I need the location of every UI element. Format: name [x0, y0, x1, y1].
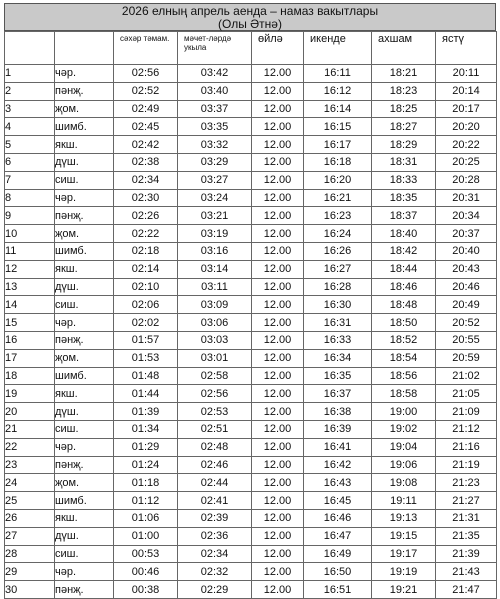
- table-row: [5, 509, 497, 527]
- mechet-time-cell: 03:24: [178, 189, 252, 207]
- day-number-cell: 17: [5, 349, 55, 367]
- table-row: [5, 456, 497, 474]
- sahar-time-cell: 01:06: [114, 509, 178, 527]
- ahsham-time-cell: 18:35: [372, 189, 436, 207]
- sahar-time-cell: 01:18: [114, 474, 178, 492]
- ahsham-time-cell: 18:50: [372, 314, 436, 332]
- ikende-time-cell: 16:12: [304, 82, 372, 100]
- ikende-time-cell: 16:46: [304, 509, 372, 527]
- day-number-cell: 12: [5, 260, 55, 278]
- table-row: [5, 545, 497, 563]
- table-row: [5, 438, 497, 456]
- schedule-title: [4, 3, 496, 31]
- weekday-cell: дүш.: [55, 278, 114, 296]
- oyle-time-cell: 12.00: [252, 225, 304, 243]
- sahar-time-cell: 01:12: [114, 492, 178, 510]
- ahsham-time-cell: 18:31: [372, 153, 436, 171]
- sahar-time-cell: 01:44: [114, 385, 178, 403]
- yastu-time-cell: 21:09: [436, 403, 497, 421]
- weekday-cell: якш.: [55, 509, 114, 527]
- mechet-time-cell: 02:34: [178, 545, 252, 563]
- ikende-time-cell: 16:11: [304, 65, 372, 83]
- day-number-cell: 29: [5, 563, 55, 581]
- yastu-time-cell: 21:47: [436, 581, 497, 599]
- yastu-time-cell: 20:17: [436, 100, 497, 118]
- weekday-cell: якш.: [55, 385, 114, 403]
- sahar-time-cell: 02:10: [114, 278, 178, 296]
- mechet-time-cell: 02:32: [178, 563, 252, 581]
- yastu-time-cell: 21:19: [436, 456, 497, 474]
- day-number-cell: 20: [5, 403, 55, 421]
- ahsham-time-cell: 18:29: [372, 136, 436, 154]
- sahar-time-cell: 02:49: [114, 100, 178, 118]
- ikende-time-cell: 16:17: [304, 136, 372, 154]
- sahar-time-cell: 02:14: [114, 260, 178, 278]
- mechet-time-cell: 03:42: [178, 65, 252, 83]
- day-number-cell: 19: [5, 385, 55, 403]
- ahsham-time-cell: 19:11: [372, 492, 436, 510]
- oyle-time-cell: 12.00: [252, 438, 304, 456]
- sahar-time-cell: 01:34: [114, 420, 178, 438]
- yastu-time-cell: 21:02: [436, 367, 497, 385]
- ikende-time-cell: 16:21: [304, 189, 372, 207]
- yastu-time-cell: 20:37: [436, 225, 497, 243]
- header-day: [55, 32, 114, 65]
- mechet-time-cell: 03:32: [178, 136, 252, 154]
- ikende-time-cell: 16:33: [304, 331, 372, 349]
- day-number-cell: 4: [5, 118, 55, 136]
- table-row: [5, 581, 497, 599]
- mechet-time-cell: 02:48: [178, 438, 252, 456]
- ahsham-time-cell: 18:56: [372, 367, 436, 385]
- weekday-cell: сиш.: [55, 296, 114, 314]
- mechet-time-cell: 03:03: [178, 331, 252, 349]
- oyle-time-cell: 12.00: [252, 118, 304, 136]
- ikende-time-cell: 16:41: [304, 438, 372, 456]
- ikende-time-cell: 16:45: [304, 492, 372, 510]
- oyle-time-cell: 12.00: [252, 153, 304, 171]
- day-number-cell: 9: [5, 207, 55, 225]
- weekday-cell: шимб.: [55, 118, 114, 136]
- day-number-cell: 3: [5, 100, 55, 118]
- ahsham-time-cell: 19:21: [372, 581, 436, 599]
- weekday-cell: чәр.: [55, 438, 114, 456]
- mechet-time-cell: 02:44: [178, 474, 252, 492]
- oyle-time-cell: 12.00: [252, 385, 304, 403]
- sahar-time-cell: 02:45: [114, 118, 178, 136]
- yastu-time-cell: 20:25: [436, 153, 497, 171]
- mechet-time-cell: 02:46: [178, 456, 252, 474]
- ahsham-time-cell: 18:27: [372, 118, 436, 136]
- ahsham-time-cell: 19:13: [372, 509, 436, 527]
- header-mechet: мәчет-ләрдә укыла: [178, 32, 252, 65]
- weekday-cell: чәр.: [55, 65, 114, 83]
- table-row: [5, 100, 497, 118]
- weekday-cell: сиш.: [55, 545, 114, 563]
- table-row: [5, 225, 497, 243]
- weekday-cell: җом.: [55, 349, 114, 367]
- yastu-time-cell: 20:55: [436, 331, 497, 349]
- table-row: [5, 171, 497, 189]
- mechet-time-cell: 03:19: [178, 225, 252, 243]
- sahar-time-cell: 01:53: [114, 349, 178, 367]
- sahar-time-cell: 01:57: [114, 331, 178, 349]
- ahsham-time-cell: 18:40: [372, 225, 436, 243]
- mechet-time-cell: 03:06: [178, 314, 252, 332]
- ikende-time-cell: 16:42: [304, 456, 372, 474]
- oyle-time-cell: 12.00: [252, 100, 304, 118]
- yastu-time-cell: 20:59: [436, 349, 497, 367]
- oyle-time-cell: 12.00: [252, 420, 304, 438]
- oyle-time-cell: 12.00: [252, 492, 304, 510]
- yastu-time-cell: 20:20: [436, 118, 497, 136]
- sahar-time-cell: 02:22: [114, 225, 178, 243]
- table-row: [5, 189, 497, 207]
- sahar-time-cell: 02:56: [114, 65, 178, 83]
- yastu-time-cell: 21:43: [436, 563, 497, 581]
- oyle-time-cell: 12.00: [252, 136, 304, 154]
- oyle-time-cell: 12.00: [252, 65, 304, 83]
- yastu-time-cell: 20:49: [436, 296, 497, 314]
- oyle-time-cell: 12.00: [252, 278, 304, 296]
- yastu-time-cell: 21:31: [436, 509, 497, 527]
- ikende-time-cell: 16:28: [304, 278, 372, 296]
- weekday-cell: пәнҗ.: [55, 331, 114, 349]
- day-number-cell: 5: [5, 136, 55, 154]
- yastu-time-cell: 20:14: [436, 82, 497, 100]
- ikende-time-cell: 16:38: [304, 403, 372, 421]
- ahsham-time-cell: 18:37: [372, 207, 436, 225]
- mechet-time-cell: 03:21: [178, 207, 252, 225]
- oyle-time-cell: 12.00: [252, 189, 304, 207]
- sahar-time-cell: 00:53: [114, 545, 178, 563]
- yastu-time-cell: 20:40: [436, 242, 497, 260]
- table-row: [5, 367, 497, 385]
- ikende-time-cell: 16:30: [304, 296, 372, 314]
- yastu-time-cell: 21:05: [436, 385, 497, 403]
- mechet-time-cell: 02:39: [178, 509, 252, 527]
- mechet-time-cell: 03:14: [178, 260, 252, 278]
- oyle-time-cell: 12.00: [252, 527, 304, 545]
- yastu-time-cell: 20:31: [436, 189, 497, 207]
- table-header-row: [5, 32, 497, 65]
- day-number-cell: 13: [5, 278, 55, 296]
- yastu-time-cell: 20:46: [436, 278, 497, 296]
- table-row: [5, 136, 497, 154]
- sahar-time-cell: 00:46: [114, 563, 178, 581]
- mechet-time-cell: 03:16: [178, 242, 252, 260]
- day-number-cell: 16: [5, 331, 55, 349]
- ikende-time-cell: 16:18: [304, 153, 372, 171]
- day-number-cell: 28: [5, 545, 55, 563]
- sahar-time-cell: 02:30: [114, 189, 178, 207]
- sahar-time-cell: 02:06: [114, 296, 178, 314]
- ahsham-time-cell: 19:04: [372, 438, 436, 456]
- ahsham-time-cell: 18:44: [372, 260, 436, 278]
- ahsham-time-cell: 18:52: [372, 331, 436, 349]
- title-line-2: (Олы Әтнә): [218, 17, 282, 31]
- oyle-time-cell: 12.00: [252, 171, 304, 189]
- sahar-time-cell: 01:39: [114, 403, 178, 421]
- weekday-cell: җом.: [55, 225, 114, 243]
- mechet-time-cell: 02:58: [178, 367, 252, 385]
- yastu-time-cell: 20:43: [436, 260, 497, 278]
- weekday-cell: дүш.: [55, 153, 114, 171]
- ikende-time-cell: 16:26: [304, 242, 372, 260]
- day-number-cell: 15: [5, 314, 55, 332]
- oyle-time-cell: 12.00: [252, 509, 304, 527]
- table-row: [5, 349, 497, 367]
- table-row: [5, 492, 497, 510]
- day-number-cell: 27: [5, 527, 55, 545]
- oyle-time-cell: 12.00: [252, 349, 304, 367]
- weekday-cell: пәнҗ.: [55, 207, 114, 225]
- mechet-time-cell: 02:51: [178, 420, 252, 438]
- table-row: [5, 331, 497, 349]
- oyle-time-cell: 12.00: [252, 314, 304, 332]
- weekday-cell: чәр.: [55, 563, 114, 581]
- ikende-time-cell: 16:51: [304, 581, 372, 599]
- ahsham-time-cell: 19:15: [372, 527, 436, 545]
- ikende-time-cell: 16:37: [304, 385, 372, 403]
- ahsham-time-cell: 18:42: [372, 242, 436, 260]
- mechet-time-cell: 02:29: [178, 581, 252, 599]
- yastu-time-cell: 21:27: [436, 492, 497, 510]
- yastu-time-cell: 21:39: [436, 545, 497, 563]
- table-row: [5, 65, 497, 83]
- table-row: [5, 153, 497, 171]
- ikende-time-cell: 16:27: [304, 260, 372, 278]
- day-number-cell: 11: [5, 242, 55, 260]
- ahsham-time-cell: 18:54: [372, 349, 436, 367]
- oyle-time-cell: 12.00: [252, 403, 304, 421]
- oyle-time-cell: 12.00: [252, 545, 304, 563]
- yastu-time-cell: 20:28: [436, 171, 497, 189]
- oyle-time-cell: 12.00: [252, 260, 304, 278]
- day-number-cell: 6: [5, 153, 55, 171]
- oyle-time-cell: 12.00: [252, 456, 304, 474]
- mechet-time-cell: 03:40: [178, 82, 252, 100]
- ahsham-time-cell: 18:48: [372, 296, 436, 314]
- day-number-cell: 1: [5, 65, 55, 83]
- ahsham-time-cell: 18:23: [372, 82, 436, 100]
- ikende-time-cell: 16:20: [304, 171, 372, 189]
- title-line-1: 2026 елның апрель аенда – намаз вакытлары: [121, 4, 379, 18]
- weekday-cell: пәнҗ.: [55, 456, 114, 474]
- header-num: [5, 32, 55, 65]
- oyle-time-cell: 12.00: [252, 296, 304, 314]
- ikende-time-cell: 16:24: [304, 225, 372, 243]
- weekday-cell: дүш.: [55, 527, 114, 545]
- sahar-time-cell: 01:29: [114, 438, 178, 456]
- table-row: [5, 278, 497, 296]
- yastu-time-cell: 21:16: [436, 438, 497, 456]
- day-number-cell: 26: [5, 509, 55, 527]
- oyle-time-cell: 12.00: [252, 331, 304, 349]
- sahar-time-cell: 01:00: [114, 527, 178, 545]
- yastu-time-cell: 20:52: [436, 314, 497, 332]
- ikende-time-cell: 16:43: [304, 474, 372, 492]
- mechet-time-cell: 02:36: [178, 527, 252, 545]
- ahsham-time-cell: 19:08: [372, 474, 436, 492]
- ikende-time-cell: 16:14: [304, 100, 372, 118]
- table-row: [5, 118, 497, 136]
- day-number-cell: 14: [5, 296, 55, 314]
- mechet-time-cell: 03:37: [178, 100, 252, 118]
- weekday-cell: җом.: [55, 474, 114, 492]
- yastu-time-cell: 20:22: [436, 136, 497, 154]
- day-number-cell: 24: [5, 474, 55, 492]
- table-body: [5, 65, 497, 599]
- mechet-time-cell: 02:56: [178, 385, 252, 403]
- sahar-time-cell: 00:38: [114, 581, 178, 599]
- weekday-cell: пәнҗ.: [55, 82, 114, 100]
- weekday-cell: сиш.: [55, 171, 114, 189]
- ahsham-time-cell: 18:58: [372, 385, 436, 403]
- ikende-time-cell: 16:47: [304, 527, 372, 545]
- table-row: [5, 474, 497, 492]
- ikende-time-cell: 16:34: [304, 349, 372, 367]
- weekday-cell: сиш.: [55, 420, 114, 438]
- prayer-times-table: [4, 31, 497, 599]
- day-number-cell: 25: [5, 492, 55, 510]
- ikende-time-cell: 16:50: [304, 563, 372, 581]
- oyle-time-cell: 12.00: [252, 242, 304, 260]
- sahar-time-cell: 02:02: [114, 314, 178, 332]
- ikende-time-cell: 16:31: [304, 314, 372, 332]
- weekday-cell: шимб.: [55, 242, 114, 260]
- oyle-time-cell: 12.00: [252, 367, 304, 385]
- ahsham-time-cell: 19:00: [372, 403, 436, 421]
- table-row: [5, 527, 497, 545]
- ikende-time-cell: 16:39: [304, 420, 372, 438]
- table-row: [5, 314, 497, 332]
- ahsham-time-cell: 18:25: [372, 100, 436, 118]
- table-row: [5, 403, 497, 421]
- weekday-cell: чәр.: [55, 314, 114, 332]
- ahsham-time-cell: 18:21: [372, 65, 436, 83]
- weekday-cell: дүш.: [55, 403, 114, 421]
- sahar-time-cell: 02:18: [114, 242, 178, 260]
- yastu-time-cell: 20:34: [436, 207, 497, 225]
- day-number-cell: 8: [5, 189, 55, 207]
- table-row: [5, 260, 497, 278]
- mechet-time-cell: 03:27: [178, 171, 252, 189]
- sahar-time-cell: 01:48: [114, 367, 178, 385]
- day-number-cell: 2: [5, 82, 55, 100]
- mechet-time-cell: 02:41: [178, 492, 252, 510]
- day-number-cell: 10: [5, 225, 55, 243]
- oyle-time-cell: 12.00: [252, 474, 304, 492]
- day-number-cell: 30: [5, 581, 55, 599]
- mechet-time-cell: 03:29: [178, 153, 252, 171]
- day-number-cell: 18: [5, 367, 55, 385]
- table-row: [5, 420, 497, 438]
- sahar-time-cell: 01:24: [114, 456, 178, 474]
- ikende-time-cell: 16:15: [304, 118, 372, 136]
- day-number-cell: 21: [5, 420, 55, 438]
- table-row: [5, 563, 497, 581]
- mechet-time-cell: 03:35: [178, 118, 252, 136]
- ikende-time-cell: 16:23: [304, 207, 372, 225]
- header-yastu: ястү: [436, 32, 497, 65]
- mechet-time-cell: 03:01: [178, 349, 252, 367]
- table-row: [5, 207, 497, 225]
- sahar-time-cell: 02:52: [114, 82, 178, 100]
- day-number-cell: 22: [5, 438, 55, 456]
- ikende-time-cell: 16:35: [304, 367, 372, 385]
- yastu-time-cell: 21:35: [436, 527, 497, 545]
- header-ikende: икенде: [304, 32, 372, 65]
- oyle-time-cell: 12.00: [252, 82, 304, 100]
- yastu-time-cell: 21:12: [436, 420, 497, 438]
- sahar-time-cell: 02:38: [114, 153, 178, 171]
- mechet-time-cell: 02:53: [178, 403, 252, 421]
- day-number-cell: 23: [5, 456, 55, 474]
- weekday-cell: җом.: [55, 100, 114, 118]
- ikende-time-cell: 16:49: [304, 545, 372, 563]
- weekday-cell: чәр.: [55, 189, 114, 207]
- header-sahar: сәхәр тәмам.: [114, 32, 178, 65]
- ahsham-time-cell: 19:19: [372, 563, 436, 581]
- weekday-cell: пәнҗ.: [55, 581, 114, 599]
- oyle-time-cell: 12.00: [252, 581, 304, 599]
- table-row: [5, 296, 497, 314]
- header-ahsham: ахшам: [372, 32, 436, 65]
- weekday-cell: якш.: [55, 136, 114, 154]
- oyle-time-cell: 12.00: [252, 207, 304, 225]
- header-oyle: өйлә: [252, 32, 304, 65]
- table-row: [5, 242, 497, 260]
- mechet-time-cell: 03:09: [178, 296, 252, 314]
- table-row: [5, 82, 497, 100]
- ahsham-time-cell: 18:33: [372, 171, 436, 189]
- weekday-cell: шимб.: [55, 492, 114, 510]
- yastu-time-cell: 21:23: [436, 474, 497, 492]
- ahsham-time-cell: 19:06: [372, 456, 436, 474]
- ahsham-time-cell: 19:17: [372, 545, 436, 563]
- weekday-cell: шимб.: [55, 367, 114, 385]
- table-row: [5, 385, 497, 403]
- sahar-time-cell: 02:34: [114, 171, 178, 189]
- ahsham-time-cell: 19:02: [372, 420, 436, 438]
- ahsham-time-cell: 18:46: [372, 278, 436, 296]
- sahar-time-cell: 02:42: [114, 136, 178, 154]
- mechet-time-cell: 03:11: [178, 278, 252, 296]
- sahar-time-cell: 02:26: [114, 207, 178, 225]
- oyle-time-cell: 12.00: [252, 563, 304, 581]
- yastu-time-cell: 20:11: [436, 65, 497, 83]
- day-number-cell: 7: [5, 171, 55, 189]
- weekday-cell: якш.: [55, 260, 114, 278]
